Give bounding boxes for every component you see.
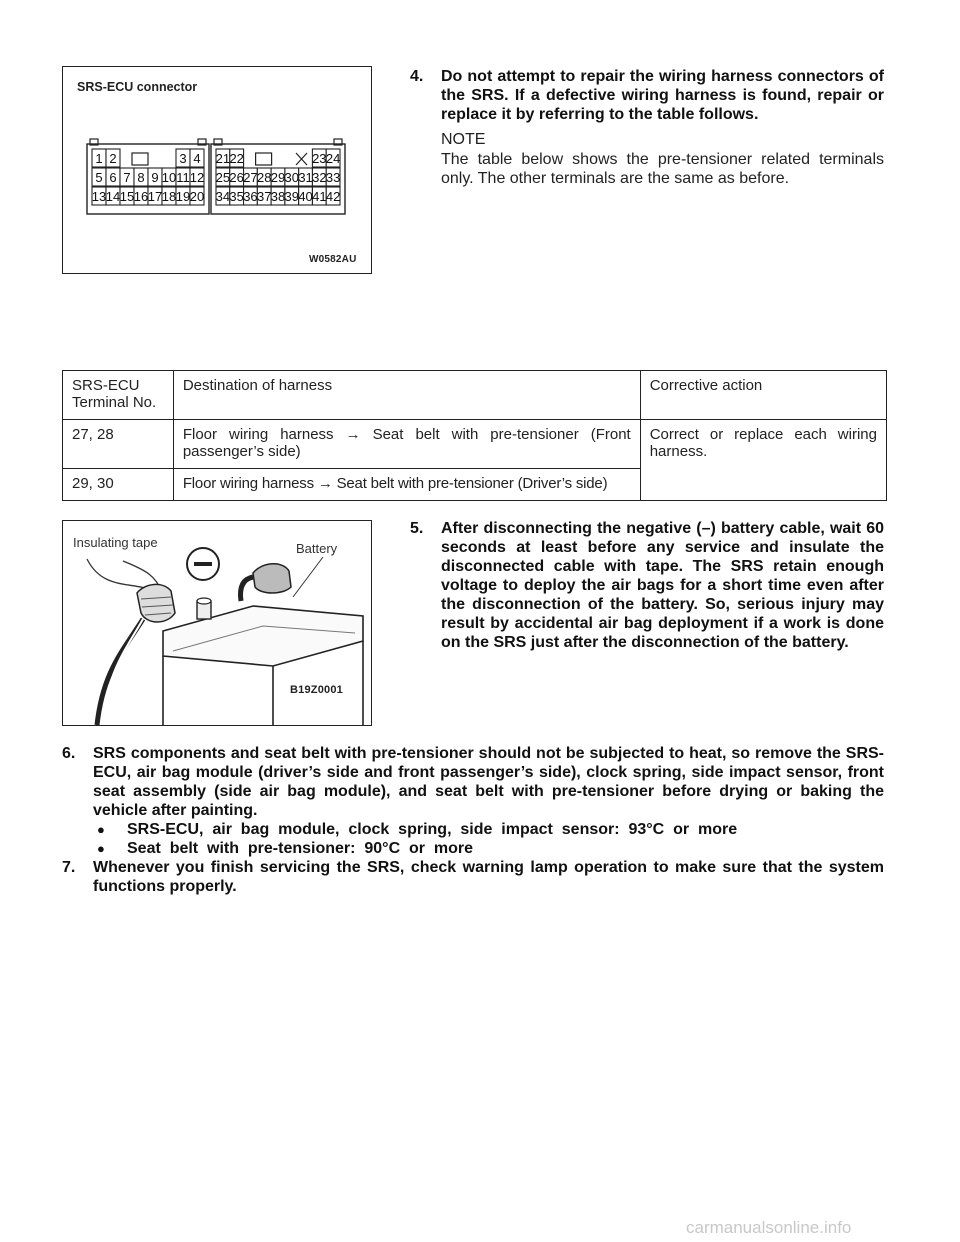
cell-corrective-action: Correct or replace each wiring harness. (640, 420, 886, 501)
connector-right-block-pin-label: 32 (312, 170, 327, 185)
step-6-bullet (97, 820, 884, 839)
connector-right-block-pin-label: 26 (229, 170, 244, 185)
connector-left-block-pin-label: 1 (95, 151, 103, 166)
connector-left-block-pin-label: 10 (161, 170, 177, 185)
connector-right-block-pin-label: 35 (229, 189, 244, 204)
connector-right-block-pin-label: 41 (312, 189, 327, 204)
battery-figure (62, 520, 372, 726)
step-6-text: SRS components and seat belt with pre-tensioner should not be subjected to heat, so remove the SRS-ECU, air bag module (driver’s side and front passenger’s side), clock spring, side impact sensor, front seat assembly (side air bag module), and seat belt with pre-tensioner before drying or baking the vehicle after painting. (93, 745, 884, 819)
connector-left-block-pin-label: 14 (105, 189, 121, 204)
header-destination: Destination of harness (173, 371, 640, 420)
connector-left-block-pin-label: 19 (175, 189, 191, 204)
connector-left-block-pin-label: 5 (95, 170, 103, 185)
connector-right-block-pin-label: 38 (270, 189, 286, 204)
connector-left-block-pin-label: 8 (137, 170, 145, 185)
note-text: The table below shows the pre-tensioner related terminals only. The other terminals are the same as before. (441, 151, 884, 187)
connector-x-mark (296, 153, 307, 165)
step-5-text: After disconnecting the negative (–) battery cable, wait 60 seconds at least before any service and insulate the disconnected cable with tape. The SRS retain enough voltage to deploy the air bags for a short time even after the disconnection of the battery. So, serious injury may result by accidental air bag deployment if a work is done on the SRS just after the disconnection of the battery. (441, 520, 884, 651)
connector-right-block-pin-label: 25 (215, 170, 231, 185)
connector-left-block-pin-label: 17 (147, 189, 163, 204)
step-6-bullet (97, 839, 884, 858)
connector-left-block-pin-label: 12 (189, 170, 205, 185)
table-row (63, 420, 887, 469)
battery-figure-code: B19Z0001 (290, 684, 343, 696)
bullet-icon: ● (97, 822, 105, 837)
connector-left-block-pin-label: 18 (161, 189, 177, 204)
step-6 (62, 744, 884, 820)
label-insulating-tape: Insulating tape (73, 535, 158, 550)
connector-right-block-pin-label: 31 (298, 170, 313, 185)
connector-right-block-pin-label: 37 (256, 189, 272, 204)
connector-right-block-pin-label: 22 (229, 151, 244, 166)
header-terminal (63, 371, 174, 420)
connector-right-block-pin-label: 23 (312, 151, 327, 166)
bullet-text: Seat belt with pre-tensioner: 90°C or more (127, 840, 474, 857)
terminal-table (62, 370, 887, 501)
connector-left-block-pin-label: 3 (179, 151, 187, 166)
connector-right-block-pin-label: 24 (325, 151, 341, 166)
watermark-text: carmanualsonline.info (686, 1218, 852, 1237)
note-title: NOTE (441, 131, 486, 148)
connector-right-block-pin-label: 28 (256, 170, 272, 185)
cell-terminal: 29, 30 (63, 469, 174, 501)
connector-left-block-pin-label: 16 (133, 189, 149, 204)
connector-left-block-pin-label: 20 (189, 189, 205, 204)
connector-left-block-pin-label: 9 (151, 170, 159, 185)
connector-left-block-pin-label: 15 (119, 189, 135, 204)
connector-left-block-pin-label: 4 (193, 151, 201, 166)
connector-left-block-keyway (132, 153, 148, 165)
bullet-icon: ● (97, 841, 105, 856)
connector-left-block-pin-label: 2 (109, 151, 117, 166)
connector-figure-caption: SRS-ECU connector (77, 80, 198, 94)
connector-right-block-pin-label: 42 (325, 189, 341, 204)
connector-right-block-keyway (256, 153, 272, 165)
step-5-number: 5. (410, 520, 424, 537)
connector-right-block-pin-label: 27 (243, 170, 258, 185)
table-header-row (63, 371, 887, 420)
step-4 (410, 67, 884, 124)
step-7-number: 7. (62, 859, 76, 876)
header-corrective: Corrective action (640, 371, 886, 420)
cell-destination: Floor wiring harness → Seat belt with pre-tensioner (Front passenger’s side) (173, 420, 640, 469)
connector-figure-code: W0582AU (309, 254, 357, 265)
step-7-text: Whenever you finish servicing the SRS, check warning lamp operation to make sure that the system functions properly. (93, 859, 884, 895)
connector-left-block-pin-label: 13 (91, 189, 107, 204)
connector-right-block-pin-label: 29 (270, 170, 286, 185)
connector-left-block-pin-label: 6 (109, 170, 117, 185)
cell-terminal: 27, 28 (63, 420, 174, 469)
connector-right-block-pin-label: 30 (284, 170, 300, 185)
connector-right-block-pin-label: 34 (215, 189, 231, 204)
step-4-number: 4. (410, 68, 424, 85)
cell-destination: Floor wiring harness → Seat belt with pre-tensioner (Driver’s side) (173, 469, 640, 501)
connector-right-block-pin-label: 40 (298, 189, 313, 204)
step-7 (62, 858, 884, 896)
connector-right-block-pin-label: 33 (325, 170, 341, 185)
connector-diagram (63, 67, 371, 273)
connector-left-block-pin-label: 7 (123, 170, 131, 185)
header-terminal-line1: SRS-ECU (72, 377, 140, 394)
connector-right-block-pin-label: 21 (215, 151, 231, 166)
header-terminal-line2: Terminal No. (72, 394, 157, 411)
connector-left-block-pin-label: 11 (176, 170, 190, 185)
connector-right-block-pin-label: 39 (284, 189, 300, 204)
step-6-number: 6. (62, 745, 76, 762)
connector-right-block-pin-label: 36 (243, 189, 258, 204)
label-battery: Battery (296, 541, 338, 556)
step-5 (410, 519, 884, 652)
connector-figure (62, 66, 372, 274)
step-4-text: Do not attempt to repair the wiring harness connectors of the SRS. If a defective wiring harness is found, repair or replace it by referring to the table follows. (441, 68, 884, 123)
bullet-text: SRS-ECU, air bag module, clock spring, side impact sensor: 93°C or more (127, 821, 738, 838)
